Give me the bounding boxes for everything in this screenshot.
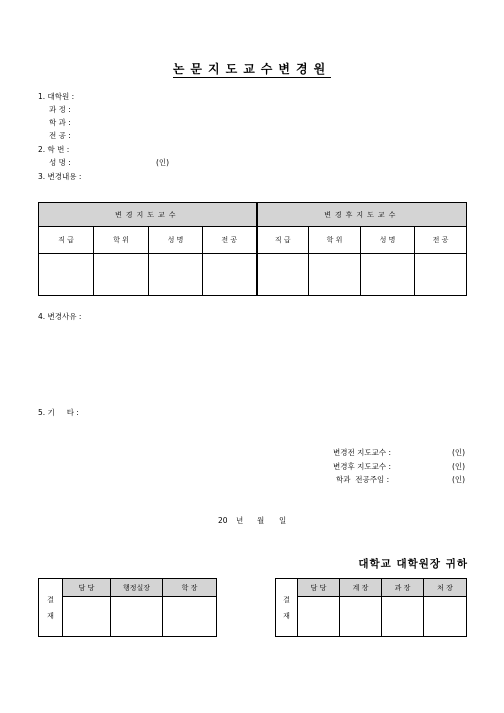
table-cell bbox=[94, 254, 149, 296]
column-header: 성 명 bbox=[149, 227, 203, 254]
date-year: 년 bbox=[236, 516, 244, 525]
table-cell bbox=[257, 254, 309, 296]
column-header: 전 공 bbox=[415, 227, 467, 254]
field-department: 학 과 : bbox=[49, 118, 71, 127]
approval-sign-cell bbox=[340, 597, 382, 637]
signature-label-before: 변경전 지도교수 : bbox=[333, 448, 392, 457]
addressee: 대학교 대학원장 귀하 bbox=[358, 558, 468, 570]
signature-label-after: 변경후 지도교수 : bbox=[333, 462, 392, 471]
approval-box-right bbox=[275, 578, 467, 637]
approval-side-label: 결 재 bbox=[276, 579, 298, 637]
table-cell bbox=[39, 254, 94, 296]
field-change-content: 3. 변경내용 : bbox=[38, 172, 82, 181]
signature-seal-before: (인) bbox=[452, 448, 466, 457]
approval-sign-cell bbox=[163, 597, 217, 637]
document-title: 논문지도교수변경원 bbox=[172, 62, 332, 76]
signature-seal-after: (인) bbox=[452, 462, 466, 471]
approval-header: 학 장 bbox=[163, 579, 217, 597]
field-change-reason: 4. 변경사유 : bbox=[38, 312, 82, 321]
approval-box-left bbox=[38, 578, 217, 637]
field-course: 과 정 : bbox=[49, 105, 71, 114]
column-header: 전 공 bbox=[203, 227, 257, 254]
approval-header: 담 당 bbox=[63, 579, 111, 597]
approval-side-label: 결 재 bbox=[39, 579, 63, 637]
approval-header: 계 장 bbox=[340, 579, 382, 597]
column-header: 학 위 bbox=[94, 227, 149, 254]
advisor-change-table bbox=[38, 202, 467, 296]
date-prefix: 20 bbox=[218, 516, 228, 525]
table-cell bbox=[309, 254, 361, 296]
column-header: 직 급 bbox=[39, 227, 94, 254]
table-cell bbox=[415, 254, 467, 296]
table-cell bbox=[203, 254, 257, 296]
after-advisor-header: 변경후지도교수 bbox=[257, 203, 467, 227]
approval-sign-cell bbox=[424, 597, 467, 637]
approval-sign-cell bbox=[63, 597, 111, 637]
approval-sign-cell bbox=[111, 597, 163, 637]
approval-header: 담 당 bbox=[298, 579, 340, 597]
table-cell bbox=[361, 254, 415, 296]
date-month: 월 bbox=[257, 516, 265, 525]
approval-header: 처 장 bbox=[424, 579, 467, 597]
before-advisor-header: 변경지도교수 bbox=[39, 203, 257, 227]
signature-seal-chair: (인) bbox=[452, 475, 466, 484]
column-header: 학 위 bbox=[309, 227, 361, 254]
name-seal-mark: (인) bbox=[156, 158, 170, 167]
field-name: 성 명 : bbox=[49, 158, 71, 167]
approval-header: 과 장 bbox=[382, 579, 424, 597]
date-day: 일 bbox=[279, 516, 287, 525]
column-header: 성 명 bbox=[361, 227, 415, 254]
approval-sign-cell bbox=[298, 597, 340, 637]
field-major: 전 공 : bbox=[49, 131, 71, 140]
column-header: 직 급 bbox=[257, 227, 309, 254]
approval-header: 행정실장 bbox=[111, 579, 163, 597]
field-graduate-school: 1. 대학원 : bbox=[38, 92, 75, 101]
table-cell bbox=[149, 254, 203, 296]
field-other: 5. 기 타 : bbox=[38, 408, 79, 417]
signature-label-chair: 학과 전공주임 : bbox=[336, 475, 390, 484]
approval-sign-cell bbox=[382, 597, 424, 637]
field-student-id: 2. 학 번 : bbox=[38, 145, 70, 154]
